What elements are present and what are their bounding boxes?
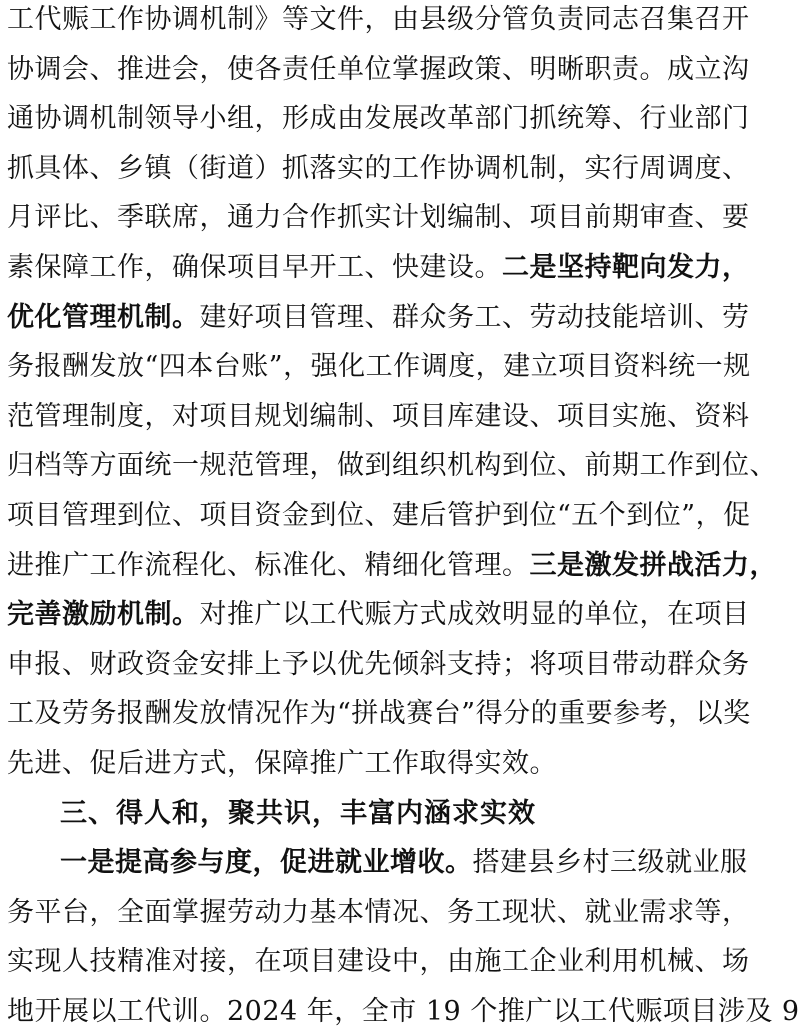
text-line: 申报、财政资金安排上予以优先倾斜支持；将项目带动群众务 (7, 649, 750, 680)
text-line: 范管理制度，对项目规划编制、项目库建设、项目实施、资料 (7, 401, 750, 432)
text-line: 实现人技精准对接，在项目建设中，由施工企业利用机械、场 (7, 946, 750, 977)
bold-text-run: 完善激励机制。 (7, 599, 200, 630)
text-line: 务平台，全面掌握劳动力基本情况、务工现状、就业需求等， (7, 897, 750, 928)
text-line: 工代赈工作协调机制》等文件，由县级分管负责同志召集召开 (7, 4, 750, 35)
bold-text-run: 三是激发拼战活力， (529, 550, 777, 581)
text-line (60, 843, 748, 883)
text-run: 素保障工作，确保项目早开工、快建设。 (7, 252, 502, 283)
bold-text-run: 二是坚持靶向发力， (502, 252, 750, 283)
text-line: 先进、促后进方式，保障推广工作取得实效。 (7, 748, 557, 779)
text-run: 建好项目管理、群众务工、劳动技能培训、劳 (199, 302, 750, 333)
text-line: 协调会、推进会，使各责任单位掌握政策、明晰职责。成立沟 (7, 54, 750, 85)
text-run: 进推广工作流程化、标准化、精细化管理。 (7, 550, 530, 581)
text-line: 月评比、季联席，通力合作抓实计划编制、项目前期审查、要 (7, 202, 750, 233)
text-line: 工及劳务报酬发放情况作为“拼战赛台”得分的重要参考，以奖 (7, 698, 751, 729)
text-run: 搭建县乡村三级就业服 (472, 847, 748, 878)
bold-text-run: 优化管理机制。 (7, 302, 200, 333)
section-heading: 三、得人和，聚共识，丰富内涵求实效 (60, 798, 536, 829)
bold-text-run: 一是提高参与度，促进就业增收。 (60, 847, 473, 878)
text-line (7, 248, 750, 288)
text-line (7, 546, 777, 586)
text-line (7, 595, 750, 635)
text-line: 归档等方面统一规范管理，做到组织机构到位、前期工作到位、 (7, 450, 777, 481)
text-line: 务报酬发放“四本台账”，强化工作调度，建立项目资料统一规 (7, 351, 751, 382)
text-run: 对推广以工代赈方式成效明显的单位，在项目 (199, 599, 750, 630)
text-line (7, 298, 750, 338)
text-line: 通协调机制领导小组，形成由发展改革部门抓统筹、行业部门 (7, 103, 750, 134)
text-line: 抓具体、乡镇（街道）抓落实的工作协调机制，实行周调度、 (7, 153, 750, 184)
text-line: 地开展以工代训。2024 年，全市 19 个推广以工代赈项目涉及 9 (7, 996, 800, 1027)
text-line: 项目管理到位、项目资金到位、建后管护到位“五个到位”，促 (7, 500, 751, 531)
